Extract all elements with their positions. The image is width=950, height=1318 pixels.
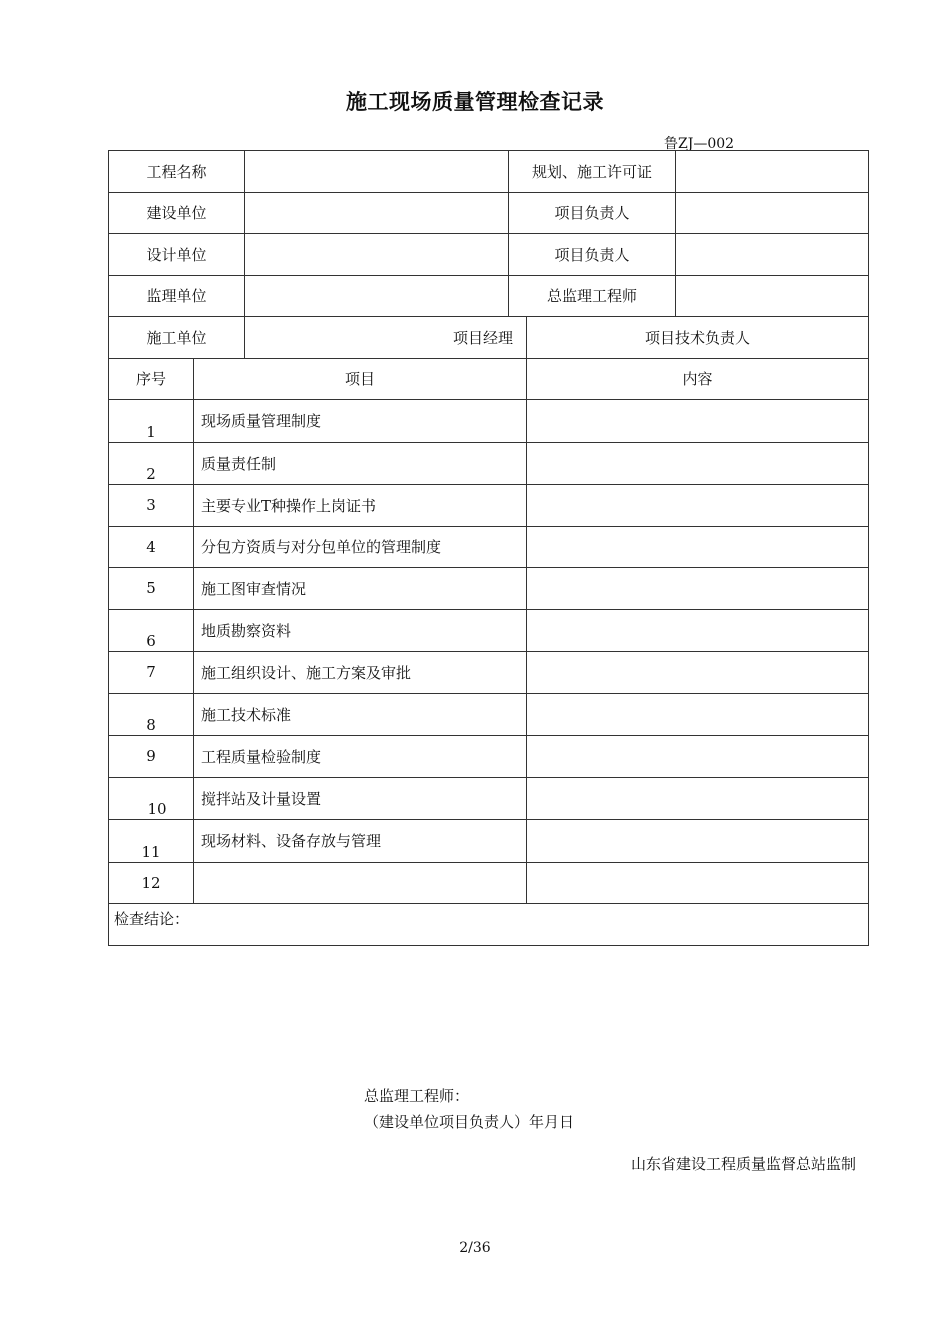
supervision-unit-label: 监理单位 [109, 275, 245, 317]
form-row-design [109, 234, 869, 276]
item-name: 现场质量管理制度 [194, 400, 527, 443]
item-name: 地质勘察资料 [194, 609, 527, 652]
table-row [109, 526, 869, 568]
item-content-field[interactable] [527, 820, 869, 863]
item-content-field[interactable] [527, 526, 869, 568]
table-row [109, 736, 869, 778]
conclusion-cell[interactable] [109, 904, 869, 1131]
conclusion-label: 检查结论： [114, 910, 190, 928]
table-row [109, 862, 869, 904]
owner-lead-field[interactable] [676, 192, 869, 234]
item-number: 1 [109, 400, 194, 443]
table-row [109, 652, 869, 694]
owner-unit-label: 建设单位 [109, 192, 245, 234]
design-lead-field[interactable] [676, 234, 869, 276]
table-row [109, 609, 869, 652]
design-unit-field[interactable] [245, 234, 509, 276]
item-name[interactable] [194, 862, 527, 904]
column-header-content: 内容 [527, 358, 869, 400]
item-content-field[interactable] [527, 693, 869, 736]
page-number: 2/36 [459, 1240, 491, 1256]
item-number: 5 [109, 568, 194, 610]
form-row-construction [109, 317, 869, 359]
project-name-label: 工程名称 [109, 151, 245, 193]
form-row-supervision [109, 275, 869, 317]
item-number: 8 [109, 693, 194, 736]
item-number: 12 [109, 862, 194, 904]
design-unit-label: 设计单位 [109, 234, 245, 276]
item-name: 主要专业T种操作上岗证书 [194, 485, 527, 527]
table-row [109, 485, 869, 527]
project-manager-label: 项目经理 [245, 317, 527, 359]
chief-supervisor-label: 总监理工程师 [509, 275, 676, 317]
item-number: 11 [109, 820, 194, 863]
item-number: 7 [109, 652, 194, 694]
item-name: 施工组织设计、施工方案及审批 [194, 652, 527, 694]
item-number: 3 [109, 485, 194, 527]
permit-field[interactable] [676, 151, 869, 193]
tech-lead-label: 项目技术负责人 [527, 317, 869, 359]
form-number: 鲁ZJ—002 [664, 136, 735, 152]
item-number: 9 [109, 736, 194, 778]
items-header-row [109, 358, 869, 400]
supervision-unit-field[interactable] [245, 275, 509, 317]
form-row-owner [109, 192, 869, 234]
item-number: 10 [109, 777, 194, 820]
issuing-organization: 山东省建设工程质量监督总站监制 [630, 1155, 856, 1173]
permit-label: 规划、施工许可证 [509, 151, 676, 193]
form-row-project-name [109, 151, 869, 193]
item-name: 搅拌站及计量设置 [194, 777, 527, 820]
item-number: 4 [109, 526, 194, 568]
item-content-field[interactable] [527, 400, 869, 443]
table-row [109, 820, 869, 863]
item-name: 分包方资质与对分包单位的管理制度 [194, 526, 527, 568]
item-content-field[interactable] [527, 652, 869, 694]
item-name: 施工图审查情况 [194, 568, 527, 610]
item-content-field[interactable] [527, 568, 869, 610]
conclusion-row [109, 904, 869, 946]
item-content-field[interactable] [527, 442, 869, 485]
item-name: 现场材料、设备存放与管理 [194, 820, 527, 863]
item-name: 施工技术标准 [194, 693, 527, 736]
chief-supervisor-field[interactable] [676, 275, 869, 317]
table-row [109, 568, 869, 610]
table-row [109, 400, 869, 443]
owner-lead-label: 项目负责人 [509, 192, 676, 234]
table-row [109, 693, 869, 736]
item-content-field[interactable] [527, 485, 869, 527]
item-number: 6 [109, 609, 194, 652]
form-title: 施工现场质量管理检查记录 [346, 90, 604, 114]
table-row [109, 442, 869, 485]
item-name: 工程质量检验制度 [194, 736, 527, 778]
item-content-field[interactable] [527, 736, 869, 778]
owner-unit-field[interactable] [245, 192, 509, 234]
table-row [109, 777, 869, 820]
column-header-no: 序号 [109, 358, 194, 400]
design-lead-label: 项目负责人 [509, 234, 676, 276]
item-name: 质量责任制 [194, 442, 527, 485]
chief-supervisor-signature-label: 总监理工程师： [364, 1087, 470, 1105]
inspection-form-table [108, 150, 869, 1131]
column-header-item: 项目 [194, 358, 527, 400]
owner-lead-date-label: （建设单位项目负责人）年月日 [364, 1113, 575, 1131]
construction-unit-label: 施工单位 [109, 317, 245, 359]
item-content-field[interactable] [527, 777, 869, 820]
item-content-field[interactable] [527, 609, 869, 652]
item-content-field[interactable] [527, 862, 869, 904]
project-name-field[interactable] [245, 151, 509, 193]
item-number: 2 [109, 442, 194, 485]
